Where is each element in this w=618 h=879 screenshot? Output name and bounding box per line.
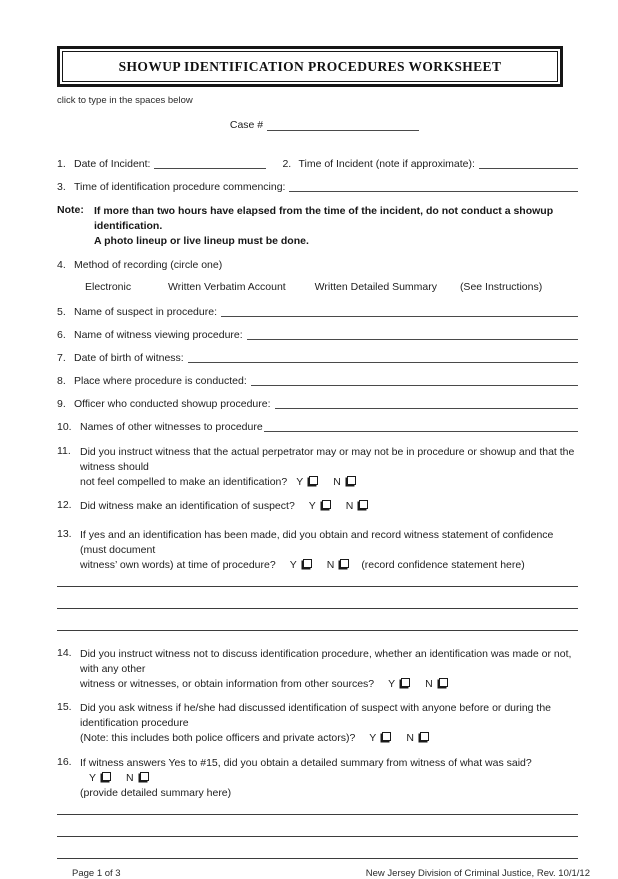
item-16-yes-no [89, 771, 151, 786]
suspect-name-input-line[interactable] [221, 305, 578, 317]
item-15-no-checkbox[interactable] [420, 732, 429, 741]
no-label: N [425, 678, 433, 690]
item-6-label: Name of witness viewing procedure: [74, 329, 243, 341]
item-15-yes-checkbox[interactable] [382, 732, 391, 741]
item-4-number: 4. [57, 259, 66, 271]
item-5-label: Name of suspect in procedure: [74, 306, 217, 318]
yes-label: Y [296, 476, 304, 488]
note-line2: A photo lineup or live lineup must be done. [94, 235, 309, 247]
time-of-incident-input-line[interactable] [479, 157, 578, 169]
detailed-summary-line-2[interactable] [57, 815, 578, 837]
item-16-no-checkbox[interactable] [140, 772, 149, 781]
item-16-question [57, 756, 578, 801]
title-box [57, 46, 563, 87]
item-7-label: Date of birth of witness: [74, 352, 184, 364]
yes-label: Y [89, 772, 97, 784]
item-11-yes-no [296, 475, 358, 490]
item-14-yes-checkbox[interactable] [401, 678, 410, 687]
item-11-line2: not feel compelled to make an identification? [80, 476, 288, 488]
item-12-yes-no [309, 499, 371, 514]
item-8-row [57, 373, 578, 387]
item-13-number: 13. [57, 528, 72, 540]
conducting-officer-input-line[interactable] [275, 397, 578, 409]
note-label: Note: [57, 204, 84, 216]
recording-method-options [57, 281, 578, 295]
item-10-number: 10. [57, 421, 72, 433]
time-commencing-input-line[interactable] [289, 180, 578, 192]
item-7-row [57, 350, 578, 364]
item-12-yes-checkbox[interactable] [322, 500, 331, 509]
item-3-number: 3. [57, 181, 66, 193]
no-label: N [326, 559, 335, 571]
item-11-number: 11. [57, 445, 71, 457]
option-written-detailed[interactable]: Written Detailed Summary [314, 281, 438, 293]
item-1-number: 1. [57, 158, 66, 170]
item-9-number: 9. [57, 398, 66, 410]
other-witnesses-input-line[interactable] [264, 420, 578, 432]
item-12-line1: Did witness make an identification of suspect? [80, 500, 295, 512]
page-number: Page 1 of 3 [72, 868, 121, 879]
item-6-number: 6. [57, 329, 66, 341]
yes-label: Y [308, 500, 316, 512]
item-16-line2: (provide detailed summary here) [80, 787, 232, 799]
item-14-line2: witness or witnesses, or obtain information from other sources? [80, 678, 375, 690]
case-number-input-line[interactable] [267, 119, 419, 131]
yes-label: Y [388, 678, 396, 690]
option-electronic[interactable]: Electronic [85, 281, 132, 293]
item-13-no-checkbox[interactable] [340, 559, 349, 568]
item-14-yes-no [388, 677, 450, 692]
case-number-row [57, 119, 578, 133]
item-11-question [57, 445, 578, 490]
item-3-row [57, 179, 578, 193]
item-15-yes-no [369, 731, 431, 746]
item-16-yes-checkbox[interactable] [102, 772, 111, 781]
item-12-question [57, 499, 578, 514]
item-8-label: Place where procedure is conducted: [74, 375, 247, 387]
item-14-question [57, 647, 578, 692]
item-5-row [57, 304, 578, 318]
confidence-statement-line-3[interactable] [57, 609, 578, 631]
item-16-number: 16. [57, 756, 72, 768]
item-1-label: Date of Incident: [74, 158, 151, 170]
item-2-label: Time of Incident (note if approximate): [298, 158, 475, 170]
confidence-statement-line-2[interactable] [57, 587, 578, 609]
item-6-row [57, 327, 578, 341]
item-14-number: 14. [57, 647, 72, 659]
item-13-yes-checkbox[interactable] [303, 559, 312, 568]
no-label: N [406, 732, 414, 744]
item-15-number: 15. [57, 701, 72, 713]
option-written-verbatim[interactable]: Written Verbatim Account [168, 281, 286, 293]
item-13-line2: witness’ own words) at time of procedure? [80, 559, 276, 571]
item-13-yes-no [290, 558, 352, 573]
no-label: N [126, 772, 134, 784]
item-15-line2: (Note: this includes both police officers and private actors)? [80, 732, 356, 744]
item-12-no-checkbox[interactable] [359, 500, 368, 509]
item-10-label: Names of other witnesses to procedure [80, 421, 263, 433]
item-11-no-checkbox[interactable] [347, 476, 356, 485]
detailed-summary-line-1[interactable] [57, 801, 578, 815]
note-line1: If more than two hours have elapsed from the time of the incident, do not conduct a showup identification. [94, 205, 554, 232]
item-11-yes-checkbox[interactable] [309, 476, 318, 485]
page-footer [57, 868, 590, 879]
two-hour-note [57, 204, 578, 249]
item-14-no-checkbox[interactable] [439, 678, 448, 687]
page-title: SHOWUP IDENTIFICATION PROCEDURES WORKSHEET [118, 59, 502, 74]
item-3-label: Time of identification procedure commencing: [74, 181, 286, 193]
yes-label: Y [289, 559, 297, 571]
item-10-row [57, 419, 578, 433]
item-14-line1: Did you instruct witness not to discuss identification procedure, whether an identification was made or not, with any other [80, 648, 572, 675]
item-12-number: 12. [57, 499, 72, 511]
type-hint-text: click to type in the spaces below [57, 95, 193, 106]
detailed-summary-lines [57, 801, 578, 859]
item-9-label: Officer who conducted showup procedure: [74, 398, 271, 410]
item-2-number: 2. [282, 158, 292, 170]
item-13-line1: If yes and an identification has been made, did you obtain and record witness statement of confidence (must document [80, 529, 554, 556]
item-4-row [57, 257, 578, 271]
yes-label: Y [369, 732, 377, 744]
item-9-row [57, 396, 578, 410]
see-instructions-note: (See Instructions) [459, 281, 543, 293]
footer-org-revision: New Jersey Division of Criminal Justice, Rev. 10/1/12 [365, 868, 590, 879]
witness-dob-input-line[interactable] [188, 351, 578, 363]
item-16-line1: If witness answers Yes to #15, did you obtain a detailed summary from witness of what was said? [80, 757, 532, 769]
confidence-statement-lines [57, 573, 578, 631]
case-number-label: Case # [229, 119, 264, 131]
item-13-suffix: (record confidence statement here) [361, 559, 525, 571]
item-8-number: 8. [57, 375, 66, 387]
item-15-question [57, 701, 578, 746]
witness-name-input-line[interactable] [247, 328, 578, 340]
item-4-label: Method of recording (circle one) [74, 259, 223, 271]
title-box-inner [62, 51, 558, 82]
detailed-summary-line-3[interactable] [57, 837, 578, 859]
confidence-statement-line-1[interactable] [57, 573, 578, 587]
no-label: N [345, 500, 354, 512]
item-7-number: 7. [57, 352, 66, 364]
item-13-question [57, 528, 578, 573]
date-of-incident-input-line[interactable] [154, 157, 266, 169]
procedure-place-input-line[interactable] [251, 374, 578, 386]
item-1-2-row [57, 156, 578, 170]
no-label: N [333, 476, 341, 488]
item-5-number: 5. [57, 306, 66, 318]
item-11-line1: Did you instruct witness that the actual perpetrator may or may not be in procedure or showup and that the witness should [80, 446, 575, 473]
item-15-line1: Did you ask witness if he/she had discussed identification of suspect with anyone before or during the identification procedure [80, 702, 552, 729]
